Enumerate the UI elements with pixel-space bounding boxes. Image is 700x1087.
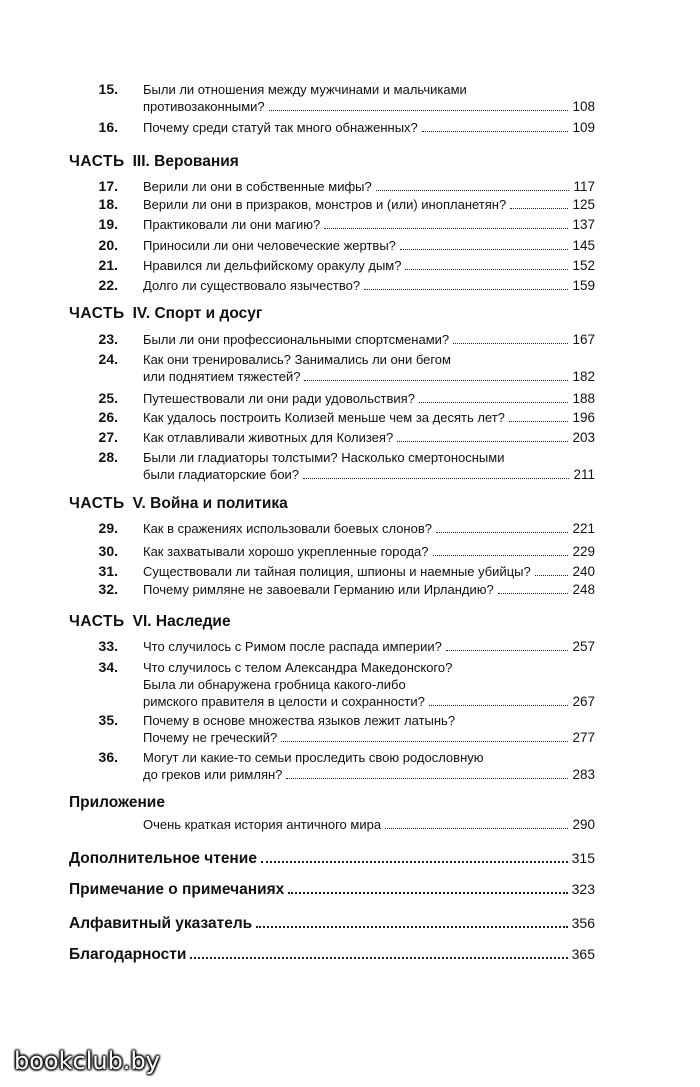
chapter-entry[interactable] <box>143 520 595 537</box>
chapter-title-last-line <box>143 368 595 385</box>
page-number: 283 <box>572 767 595 782</box>
chapter-number: 22. <box>98 277 118 293</box>
chapter-entry[interactable] <box>143 178 595 195</box>
chapter-entry[interactable] <box>143 331 595 348</box>
chapter-entry[interactable] <box>143 351 595 385</box>
part-word: ЧАСТЬ <box>69 153 125 170</box>
part-heading <box>69 494 288 514</box>
chapter-title-last-line <box>143 196 595 213</box>
chapter-number: 29. <box>98 520 118 536</box>
page-number: 108 <box>572 99 595 114</box>
chapter-number: 31. <box>98 563 118 579</box>
chapter-number: 27. <box>98 429 118 445</box>
chapter-number: 28. <box>98 449 118 465</box>
chapter-title-text: Как удалось построить Колизей меньше чем за десять лет? <box>143 410 505 425</box>
dot-leader <box>453 343 568 344</box>
chapter-title-line: Была ли обнаружена гробница какого-либо <box>143 677 406 692</box>
part-word: ЧАСТЬ <box>69 305 125 322</box>
chapter-entry[interactable] <box>143 429 595 446</box>
part-numeral: VI. <box>132 613 156 630</box>
page-number: 125 <box>572 197 595 212</box>
section-entry[interactable] <box>69 879 595 900</box>
chapter-title-text: Приносили ли они человеческие жертвы? <box>143 238 396 253</box>
section-title: Благодарности <box>69 946 187 963</box>
part-word: ЧАСТЬ <box>69 613 125 630</box>
page-number: 221 <box>572 521 595 536</box>
chapter-title-text: Почему не греческий? <box>143 730 278 745</box>
chapter-title-last-line <box>143 216 595 233</box>
chapter-title-last-line <box>143 766 595 783</box>
dot-leader <box>190 957 567 959</box>
dot-leader <box>288 892 567 894</box>
part-heading <box>69 612 231 632</box>
chapter-number: 25. <box>98 390 118 406</box>
chapter-number: 26. <box>98 409 118 425</box>
chapter-number: 17. <box>98 178 118 194</box>
chapter-entry[interactable] <box>143 543 595 560</box>
page-number: 277 <box>572 730 595 745</box>
chapter-title-last-line <box>143 390 595 407</box>
section-title: Примечание о примечаниях <box>69 881 285 898</box>
chapter-entry[interactable] <box>143 390 595 407</box>
chapter-title-last-line <box>143 257 595 274</box>
chapter-title-last-line <box>143 543 595 560</box>
chapter-title-line: Как они тренировались? Занимались ли они бегом <box>143 352 451 367</box>
dot-leader <box>364 289 568 290</box>
dot-leader <box>535 575 569 576</box>
chapter-title-text: Как в сражениях использовали боевых слонов? <box>143 521 432 536</box>
dot-leader <box>498 593 569 594</box>
page-number: 117 <box>573 179 595 194</box>
section-entry[interactable] <box>69 944 595 965</box>
part-numeral: III. <box>132 153 155 170</box>
chapter-entry[interactable] <box>143 277 595 294</box>
section-entry[interactable] <box>69 848 595 869</box>
chapter-title-last-line <box>143 729 595 746</box>
chapter-title-last-line <box>143 178 595 195</box>
chapter-title-text: Верили ли они в собственные мифы? <box>143 179 372 194</box>
chapter-title-text: противозаконными? <box>143 99 265 114</box>
part-heading <box>69 304 262 324</box>
chapter-number: 24. <box>98 351 118 367</box>
chapter-entry[interactable] <box>143 749 595 783</box>
chapter-number: 23. <box>98 331 118 347</box>
part-title: Война и политика <box>150 495 288 512</box>
dot-leader <box>286 778 568 779</box>
page-number: 159 <box>572 278 595 293</box>
page-number: 248 <box>572 582 595 597</box>
chapter-title-last-line <box>143 638 595 655</box>
appendix-line <box>143 816 595 833</box>
chapter-entry[interactable] <box>143 237 595 254</box>
chapter-title-line: Почему в основе множества языков лежит латынь? <box>143 713 456 728</box>
chapter-title-last-line <box>143 237 595 254</box>
dot-leader <box>436 532 568 533</box>
chapter-title-text: Почему среди статуй так много обнаженных? <box>143 120 418 135</box>
chapter-title-last-line <box>143 429 595 446</box>
chapter-title-text: Как захватывали хорошо укрепленные города? <box>143 544 429 559</box>
page-number: 196 <box>572 410 595 425</box>
page-number: 137 <box>572 217 595 232</box>
chapter-title-text: Путешествовали ли они ради удовольствия? <box>143 391 415 406</box>
chapter-title-line: Могут ли какие-то семьи проследить свою родословную <box>143 750 484 765</box>
chapter-entry[interactable] <box>143 196 595 213</box>
dot-leader <box>419 402 569 403</box>
chapter-entry[interactable] <box>143 216 595 233</box>
page-number: 109 <box>572 120 595 135</box>
page-number: 188 <box>572 391 595 406</box>
dot-leader <box>433 555 569 556</box>
chapter-title-text: Существовали ли тайная полиция, шпионы и наемные убийцы? <box>143 564 531 579</box>
dot-leader <box>422 131 569 132</box>
chapter-entry[interactable] <box>143 563 595 580</box>
chapter-number: 34. <box>98 659 118 675</box>
dot-leader <box>376 190 570 191</box>
chapter-entry[interactable] <box>143 712 595 746</box>
dot-leader <box>324 228 568 229</box>
page-number: 182 <box>572 369 595 384</box>
chapter-number: 21. <box>98 257 118 273</box>
chapter-number: 19. <box>98 216 118 232</box>
page-number: 315 <box>571 850 595 866</box>
chapter-title-last-line <box>143 693 595 710</box>
chapter-entry[interactable] <box>143 449 595 483</box>
section-title: Алфавитный указатель <box>69 915 253 932</box>
chapter-title-last-line <box>143 331 595 348</box>
chapter-title-last-line <box>143 119 595 136</box>
chapter-title-text: Что случилось с Римом после распада империи? <box>143 639 442 654</box>
page-number: 152 <box>572 258 595 273</box>
chapter-number: 20. <box>98 237 118 253</box>
dot-leader <box>261 861 568 863</box>
chapter-title-last-line <box>143 520 595 537</box>
chapter-title-text: Практиковали ли они магию? <box>143 217 321 232</box>
dot-leader <box>509 421 569 422</box>
chapter-number: 18. <box>98 196 118 212</box>
chapter-title-last-line <box>143 98 595 115</box>
chapter-title-line: Были ли гладиаторы толстыми? Насколько смертоносными <box>143 450 505 465</box>
chapter-title-text: Верили ли они в призраков, монстров и (или) инопланетян? <box>143 197 507 212</box>
chapter-title-text: римского правителя в целости и сохранности? <box>143 694 425 709</box>
page-number: 211 <box>573 467 595 482</box>
watermark: bookclub.by <box>14 1047 160 1075</box>
page-number: 203 <box>572 430 595 445</box>
part-heading <box>69 152 239 172</box>
chapter-entry[interactable] <box>143 659 595 710</box>
chapter-title-line: Что случилось с телом Александра Македонского? <box>143 660 453 675</box>
page-number: 356 <box>571 915 595 931</box>
chapter-title-line: Были ли отношения между мужчинами и мальчиками <box>143 82 467 97</box>
part-title: Спорт и досуг <box>154 305 263 322</box>
part-numeral: V. <box>132 495 151 512</box>
appendix-heading: Приложение <box>69 794 165 811</box>
chapter-title-text: или поднятием тяжестей? <box>143 369 301 384</box>
appendix-entry[interactable] <box>143 816 595 833</box>
chapter-number: 32. <box>98 581 118 597</box>
section-entry[interactable] <box>69 913 595 934</box>
chapter-number: 33. <box>98 638 118 654</box>
page-number: 290 <box>572 817 595 832</box>
page-number: 240 <box>572 564 595 579</box>
chapter-number: 36. <box>98 749 118 765</box>
chapter-title-last-line <box>143 409 595 426</box>
chapter-number: 35. <box>98 712 118 728</box>
chapter-entry[interactable] <box>143 119 595 136</box>
chapter-entry[interactable] <box>143 638 595 655</box>
page-number: 167 <box>572 332 595 347</box>
chapter-title-text: Нравился ли дельфийскому оракулу дым? <box>143 258 402 273</box>
dot-leader <box>269 110 569 111</box>
part-title: Наследие <box>155 613 231 630</box>
chapter-number: 16. <box>98 119 118 135</box>
dot-leader <box>405 269 568 270</box>
chapter-title-text: Почему римляне не завоевали Германию или Ирландию? <box>143 582 494 597</box>
part-numeral: IV. <box>132 305 155 322</box>
page-number: 145 <box>572 238 595 253</box>
section-title: Дополнительное чтение <box>69 850 257 867</box>
dot-leader <box>385 828 568 829</box>
dot-leader <box>304 380 568 381</box>
dot-leader <box>510 208 568 209</box>
dot-leader <box>429 705 569 706</box>
page-number: 229 <box>572 544 595 559</box>
chapter-title-last-line <box>143 563 595 580</box>
dot-leader <box>256 926 567 928</box>
chapter-number: 15. <box>98 81 118 97</box>
chapter-number: 30. <box>98 543 118 559</box>
chapter-entry[interactable] <box>143 81 595 115</box>
chapter-entry[interactable] <box>143 581 595 598</box>
chapter-title-last-line <box>143 277 595 294</box>
chapter-title-text: Были ли они профессиональными спортсменами? <box>143 332 450 347</box>
page-number: 323 <box>571 881 595 897</box>
dot-leader <box>397 441 568 442</box>
chapter-title-text: Как отлавливали животных для Колизея? <box>143 430 394 445</box>
part-title: Верования <box>154 153 239 170</box>
chapter-title-text: Долго ли существовало язычество? <box>143 278 361 293</box>
chapter-entry[interactable] <box>143 257 595 274</box>
chapter-title-last-line <box>143 581 595 598</box>
chapter-title-text: до греков или римлян? <box>143 767 283 782</box>
dot-leader <box>446 650 569 651</box>
page-number: 257 <box>572 639 595 654</box>
page-number: 365 <box>571 946 595 962</box>
appendix-item-text: Очень краткая история античного мира <box>143 817 382 832</box>
dot-leader <box>281 741 568 742</box>
chapter-title-text: были гладиаторские бои? <box>143 467 300 482</box>
dot-leader <box>303 478 569 479</box>
chapter-title-last-line <box>143 466 595 483</box>
chapter-entry[interactable] <box>143 409 595 426</box>
part-word: ЧАСТЬ <box>69 495 125 512</box>
dot-leader <box>400 249 569 250</box>
page-number: 267 <box>572 694 595 709</box>
